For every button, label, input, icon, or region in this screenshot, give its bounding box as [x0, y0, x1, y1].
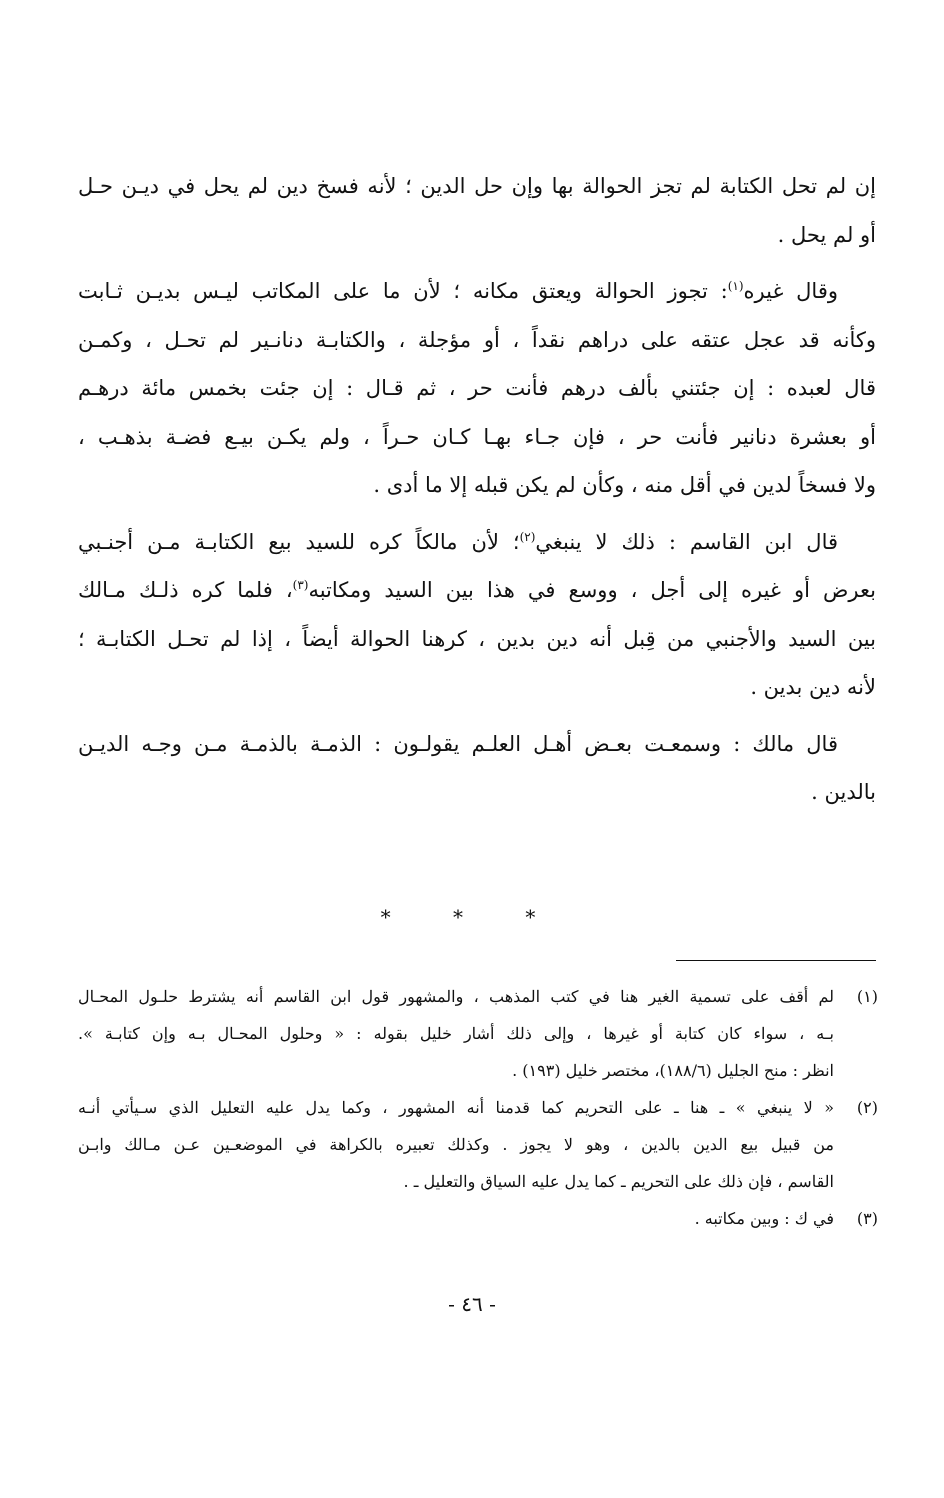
text-segment: ؛ لأن مالكاً كره للسيد بيع الكتابـة مـن أجنـبي [78, 529, 520, 554]
section-separator: * * * [380, 905, 564, 929]
text-line: بين السيد والأجنبي من قِبل أنه دين بدين ، كرهنا الحوالة أيضاً ، إذا لم تحـل الكتابـة ؛ [78, 626, 876, 651]
footnote-body [78, 1200, 834, 1237]
main-text [78, 162, 876, 825]
page-number: - ٤٦ - [448, 1292, 496, 1316]
text-segment: قال ابن القاسم : ذلك لا ينبغي [535, 529, 839, 554]
footnote-ref-1[interactable]: (١) [727, 279, 744, 293]
text-segment: بعرض أو غيره إلى أجل ، ووسع في هذا بين السيد ومكاتبه [308, 578, 876, 602]
footnote-line: بـه ، سواء كان كتابة أو غيرها ، وإلى ذلك أشار خليل بقوله : « وحلول المحـال بـه وإن كتابـة ». [78, 1024, 834, 1043]
footnote-line: القاسم ، فإن ذلك على التحريم ـ كما يدل عليه السياق والتعليل ـ . [403, 1172, 834, 1191]
footnote-1 [78, 978, 878, 1089]
footnote-2 [78, 1089, 878, 1200]
footnote-line: انظر : منح الجليل (١٨٨/٦)، مختصر خليل (١٩٣) . [512, 1061, 834, 1080]
paragraph-1 [78, 162, 876, 259]
text-line: أو بعشرة دنانير فأنت حر ، فإن جـاء بهـا كـان حـراً ، ولم يكـن بيـع فضـة بذهـب ، [78, 424, 876, 449]
footnote-line: لم أقف على تسمية الغير هنا في كتب المذهب ، والمشهور قول ابن القاسم أنه يشترط حلـول المحـال [78, 987, 834, 1006]
footnote-line: من قبيل بيع الدين بالدين ، وهو لا يجوز . وكذلك تعبيره بالكراهة في الموضعـين عـن مـالك وابـن [78, 1135, 835, 1154]
text-line: قال مالك : وسمعـت بعـض أهـل العلـم يقولـون : الذمـة بالذمـة مـن وجـه الديـن [78, 731, 838, 756]
text-line: وكأنه قد عجل عتقه على دراهم نقداً ، أو مؤجلة ، والكتابـة دنانـير لم تحـل ، وكمـن [78, 327, 876, 352]
text-line: ولا فسخاً لدين في أقل منه ، وكأن لم يكن قبله إلا ما أدى . [373, 473, 876, 497]
text-line: أو لم يحل . [777, 222, 876, 247]
footnote-ref-2[interactable]: (٢) [519, 529, 536, 544]
footnote-body [78, 978, 834, 1089]
footnote-body [78, 1089, 834, 1200]
text-line: بالدين . [811, 780, 876, 804]
text-line [78, 267, 876, 316]
text-line [78, 566, 876, 615]
footnote-3 [78, 1200, 878, 1237]
footnote-divider [676, 960, 876, 961]
footnote-ref-3[interactable]: (٣) [292, 578, 309, 592]
paragraph-2 [78, 267, 876, 510]
paragraph-4 [78, 720, 876, 817]
footnotes [78, 978, 878, 1237]
paragraph-3 [78, 518, 876, 712]
text-segment: ، فلما كره ذلـك مـالك [78, 578, 293, 602]
text-line: لأنه دين بدين . [750, 675, 876, 699]
footnote-number: (١) [856, 987, 878, 1006]
footnote-number: (٣) [856, 1209, 878, 1228]
footnote-number: (٢) [856, 1098, 878, 1117]
text-line: إن لم تحل الكتابة لم تجز الحوالة بها وإن حل الدين ؛ لأنه فسخ دين لم يحل في ديـن حـل [78, 174, 876, 198]
text-line [78, 518, 876, 567]
text-line: قال لعبده : إن جئتني بألف درهم فأنت حر ، ثم قـال : إن جئت بخمس مائة درهـم [78, 376, 876, 400]
text-segment: وقال غيره [743, 279, 838, 303]
footnote-line: في ك : وبين مكاتبه . [694, 1209, 834, 1228]
text-segment: : تجوز الحوالة ويعتق مكانه ؛ لأن ما على المكاتب ليـس بديـن ثـابت [78, 279, 728, 303]
footnote-line: « لا ينبغي » ـ هنا ـ على التحريم كما قدمنا أنه المشهور ، وكما يدل عليه التعليل الذي سـيأتي أنـه [78, 1098, 834, 1117]
